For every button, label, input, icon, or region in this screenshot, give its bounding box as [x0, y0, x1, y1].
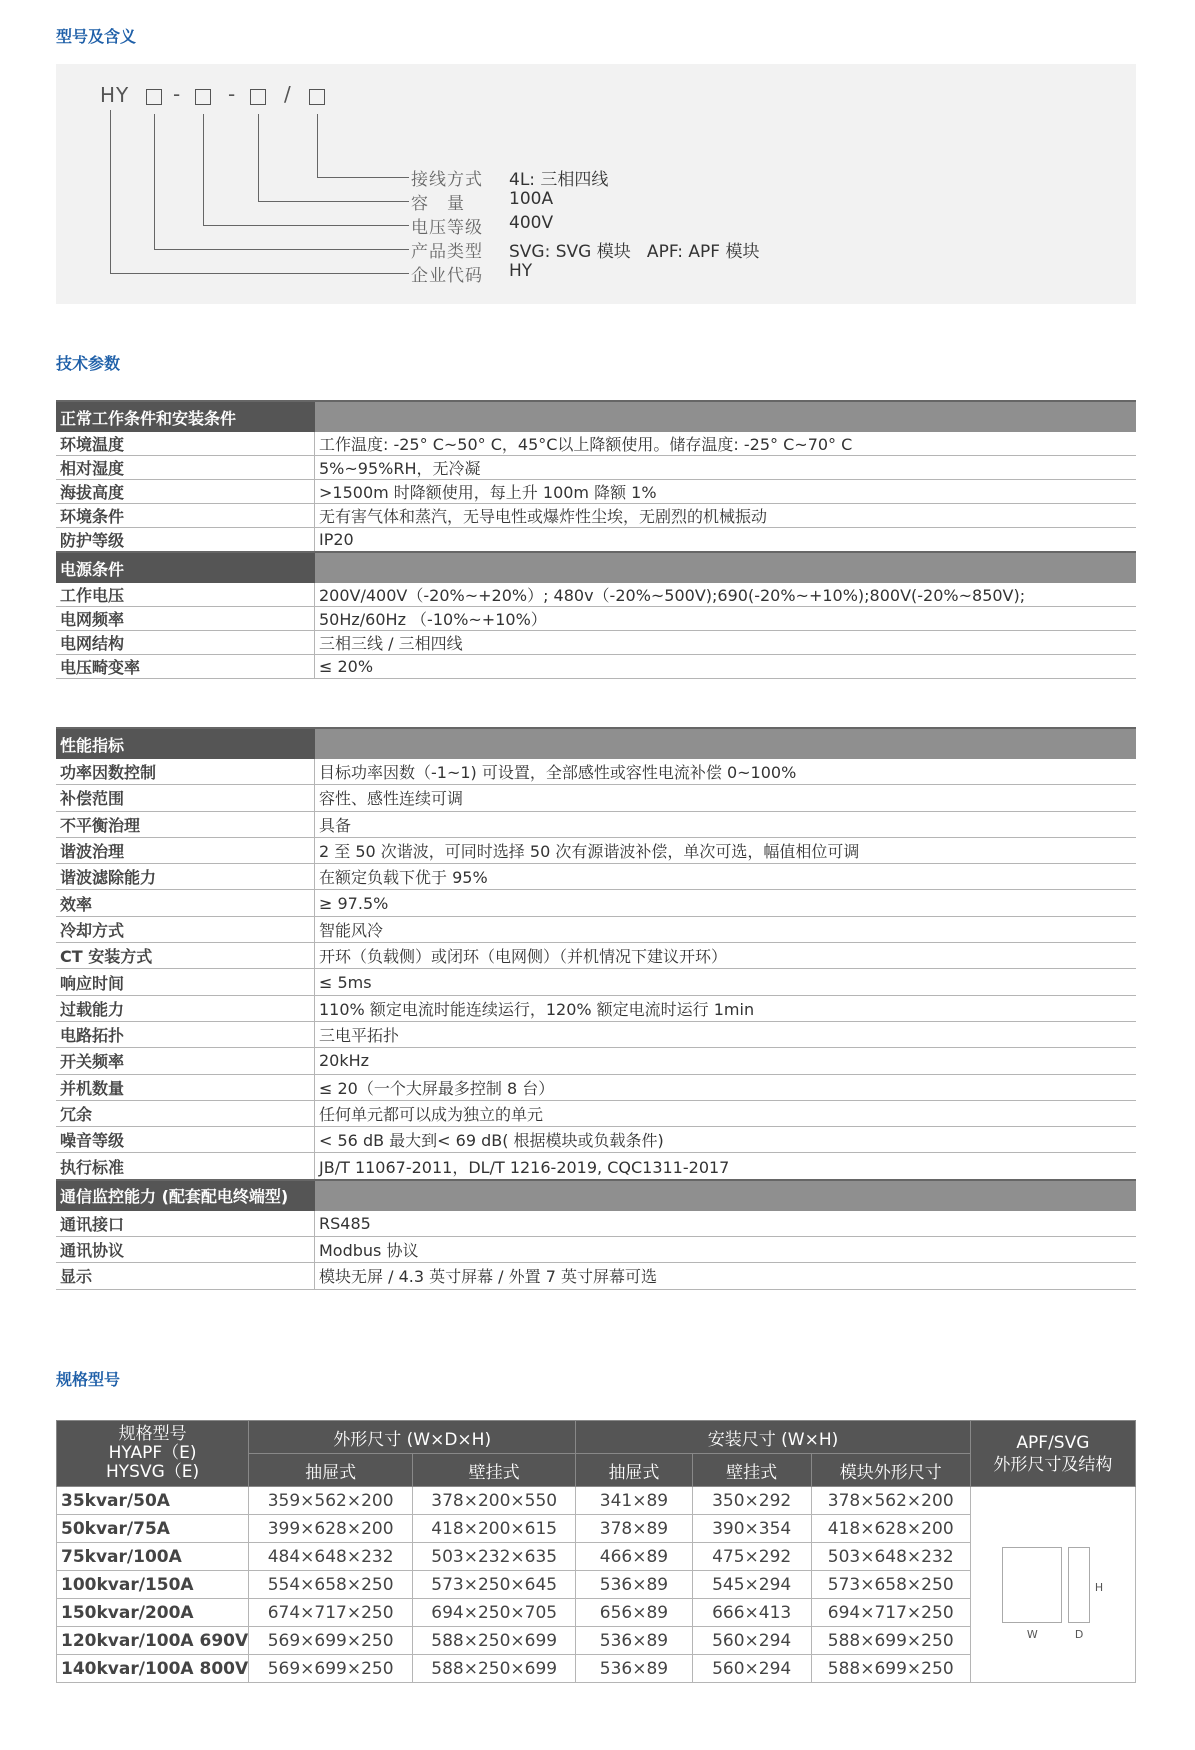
param-value: JB/T 11067-2011，DL/T 1216-2019, CQC1311-2017: [315, 1153, 1137, 1180]
spec-cell-model: 150kvar/200A: [57, 1599, 249, 1627]
spec-table: [56, 1420, 1136, 1683]
param-key: 执行标准: [56, 1153, 315, 1180]
connector-line: [154, 249, 409, 250]
table-row: [56, 1021, 1136, 1047]
spec-cell: 588×699×250: [811, 1627, 970, 1655]
table-row: [56, 969, 1136, 995]
spec-cell-model: 120kvar/100A 690V: [57, 1627, 249, 1655]
group-title: 正常工作条件和安装条件: [56, 401, 315, 432]
param-key: 海拔高度: [56, 480, 315, 504]
table-row: [56, 583, 1136, 607]
param-value: IP20: [315, 528, 1137, 553]
spec-cell: 341×89: [576, 1487, 692, 1515]
connector-line: [258, 201, 409, 202]
spec-header-model: [57, 1421, 249, 1487]
param-value: 智能风冷: [315, 916, 1137, 942]
param-key: 电网结构: [56, 631, 315, 655]
param-value: ≤ 5ms: [315, 969, 1137, 995]
model-section-title: 型号及含义: [56, 27, 137, 46]
table-row: [56, 631, 1136, 655]
param-value: 20kHz: [315, 1048, 1137, 1074]
table-row: [56, 480, 1136, 504]
spec-subheader: 抽屉式: [576, 1454, 692, 1487]
spec-cell: 399×628×200: [249, 1515, 413, 1543]
param-key: 开关频率: [56, 1048, 315, 1074]
table-row: [56, 916, 1136, 942]
param-key: 环境条件: [56, 504, 315, 528]
connector-line: [110, 273, 409, 274]
table-row: [56, 1100, 1136, 1126]
spec-header-struct-line: 外形尺寸及结构: [993, 1454, 1113, 1475]
model-meaning-box: [56, 64, 1136, 304]
param-value: ≤ 20%: [315, 655, 1137, 679]
model-label-capacity: 容 量: [411, 194, 465, 214]
spec-cell: 545×294: [692, 1571, 811, 1599]
model-value-wiring: 4L: 三相四线: [509, 170, 609, 190]
spec-cell: 588×699×250: [811, 1655, 970, 1683]
spec-cell: 554×658×250: [249, 1571, 413, 1599]
param-key: 显示: [56, 1263, 315, 1289]
model-sep-2: -: [228, 82, 236, 106]
spec-cell: 378×89: [576, 1515, 692, 1543]
table-group-header: [56, 552, 1136, 583]
spec-cell: 418×200×615: [413, 1515, 576, 1543]
env-power-table: [56, 400, 1136, 679]
spec-cell: 359×562×200: [249, 1487, 413, 1515]
model-value-type: SVG: SVG 模块 APF: APF 模块: [509, 242, 760, 262]
spec-cell: 536×89: [576, 1627, 692, 1655]
tech-section-title: 技术参数: [56, 354, 121, 373]
spec-cell-model: 50kvar/75A: [57, 1515, 249, 1543]
param-key: 噪音等级: [56, 1127, 315, 1153]
param-value: 无有害气体和蒸汽，无导电性或爆炸性尘埃，无剧烈的机械振动: [315, 504, 1137, 528]
spec-cell: 503×648×232: [811, 1543, 970, 1571]
spec-cell: 694×250×705: [413, 1599, 576, 1627]
spec-cell: 674×717×250: [249, 1599, 413, 1627]
dim-front-rect: [1002, 1547, 1062, 1623]
spec-cell: 569×699×250: [249, 1627, 413, 1655]
spec-header-model-line: HYAPF（E): [108, 1443, 197, 1463]
param-value: Modbus 协议: [315, 1237, 1137, 1263]
placeholder-box-3: [250, 89, 266, 105]
model-sep-3: /: [284, 82, 291, 106]
spec-cell: 656×89: [576, 1599, 692, 1627]
table-row: [56, 890, 1136, 916]
spec-cell-model: 100kvar/150A: [57, 1571, 249, 1599]
table-row: [56, 811, 1136, 837]
spec-header-model-line: 规格型号: [118, 1424, 187, 1444]
spec-cell: 573×250×645: [413, 1571, 576, 1599]
param-value: RS485: [315, 1211, 1137, 1237]
model-value-capacity: 100A: [509, 189, 554, 209]
spec-subheader: 壁挂式: [413, 1454, 576, 1487]
spec-cell: 560×294: [692, 1627, 811, 1655]
spec-header-struct: [970, 1421, 1135, 1487]
param-key: 补偿范围: [56, 785, 315, 811]
model-value-company: HY: [509, 261, 533, 281]
param-key: 响应时间: [56, 969, 315, 995]
param-value: 容性、感性连续可调: [315, 785, 1137, 811]
dim-label-d: D: [1074, 1628, 1084, 1641]
table-row: [56, 785, 1136, 811]
table-group-header: [56, 401, 1136, 432]
connector-line: [203, 114, 204, 226]
connector-line: [258, 114, 259, 202]
spec-cell: 694×717×250: [811, 1599, 970, 1627]
param-value: 三相三线 / 三相四线: [315, 631, 1137, 655]
param-key: 通讯接口: [56, 1211, 315, 1237]
table-row: [56, 1074, 1136, 1100]
param-key: 相对湿度: [56, 456, 315, 480]
spec-cell-model: 140kvar/100A 800V: [57, 1655, 249, 1683]
spec-subheader: 模块外形尺寸: [811, 1454, 970, 1487]
param-value: 110% 额定电流时能连续运行，120% 额定电流时运行 1min: [315, 995, 1137, 1021]
param-key: 工作电压: [56, 583, 315, 607]
model-prefix: HY: [100, 83, 130, 107]
param-value: ≤ 20（一个大屏最多控制 8 台）: [315, 1074, 1137, 1100]
param-key: 不平衡治理: [56, 811, 315, 837]
param-value: < 56 dB 最大到< 69 dB( 根据模块或负载条件): [315, 1127, 1137, 1153]
spec-cell: 503×232×635: [413, 1543, 576, 1571]
table-row: [56, 1263, 1136, 1289]
spec-header-row: [57, 1421, 1136, 1454]
model-label-voltage: 电压等级: [411, 218, 483, 238]
spec-header-outer: 外形尺寸 (W×D×H): [249, 1421, 576, 1454]
param-key: 电网频率: [56, 607, 315, 631]
spec-cell: 569×699×250: [249, 1655, 413, 1683]
model-label-type: 产品类型: [411, 242, 483, 262]
table-row: [56, 655, 1136, 679]
table-row: [56, 995, 1136, 1021]
table-row: [56, 943, 1136, 969]
param-key: 电压畸变率: [56, 655, 315, 679]
spec-cell: 560×294: [692, 1655, 811, 1683]
param-value: 在额定负载下优于 95%: [315, 864, 1137, 890]
model-value-voltage: 400V: [509, 213, 554, 233]
table-row: [56, 528, 1136, 553]
param-value: 5%~95%RH，无冷凝: [315, 456, 1137, 480]
param-value: 目标功率因数（-1~1) 可设置，全部感性或容性电流补偿 0~100%: [315, 759, 1137, 785]
spec-cell: 475×292: [692, 1543, 811, 1571]
param-value: 开环（负载侧）或闭环（电网侧）（并机情况下建议开环）: [315, 943, 1137, 969]
connector-line: [203, 225, 409, 226]
param-value: 工作温度: -25° C~50° C，45°C以上降额使用。储存温度: -25° C~70° C: [315, 432, 1137, 456]
spec-cell: 588×250×699: [413, 1627, 576, 1655]
spec-cell: 666×413: [692, 1599, 811, 1627]
param-value: 任何单元都可以成为独立的单元: [315, 1100, 1137, 1126]
param-value: >1500m 时降额使用，每上升 100m 降额 1%: [315, 480, 1137, 504]
dimension-diagram: [970, 1487, 1135, 1683]
spec-cell-model: 35kvar/50A: [57, 1487, 249, 1515]
table-row: [56, 864, 1136, 890]
spec-subheader: 抽屉式: [249, 1454, 413, 1487]
table-row: [56, 607, 1136, 631]
group-title: 电源条件: [56, 552, 315, 583]
spec-subheader: 壁挂式: [692, 1454, 811, 1487]
spec-cell: 573×658×250: [811, 1571, 970, 1599]
table-group-header: [56, 1180, 1136, 1211]
param-key: 电路拓扑: [56, 1021, 315, 1047]
spec-cell: 536×89: [576, 1571, 692, 1599]
spec-cell: 466×89: [576, 1543, 692, 1571]
param-value: 200V/400V（-20%~+20%）; 480v（-20%~500V);690(-20%~+10%);800V(-20%~850V);: [315, 583, 1137, 607]
connector-line: [317, 177, 409, 178]
param-value: ≥ 97.5%: [315, 890, 1137, 916]
model-label-company: 企业代码: [411, 266, 483, 286]
table-row: [56, 1153, 1136, 1180]
spec-cell: 418×628×200: [811, 1515, 970, 1543]
param-key: 防护等级: [56, 528, 315, 553]
dim-side-rect: [1068, 1547, 1090, 1623]
placeholder-box-2: [195, 89, 211, 105]
param-value: 模块无屏 / 4.3 英寸屏幕 / 外置 7 英寸屏幕可选: [315, 1263, 1137, 1289]
table-row: [56, 1237, 1136, 1263]
performance-table: [56, 727, 1136, 1290]
param-key: 冗余: [56, 1100, 315, 1126]
param-key: CT 安装方式: [56, 943, 315, 969]
spec-cell-model: 75kvar/100A: [57, 1543, 249, 1571]
param-key: 谐波滤除能力: [56, 864, 315, 890]
param-key: 冷却方式: [56, 916, 315, 942]
spec-cell: 536×89: [576, 1655, 692, 1683]
spec-section-title: 规格型号: [56, 1370, 121, 1389]
spec-cell: 350×292: [692, 1487, 811, 1515]
spec-cell: 390×354: [692, 1515, 811, 1543]
dim-label-w: W: [1026, 1628, 1038, 1641]
table-row: [56, 1127, 1136, 1153]
table-group-header: [56, 728, 1136, 759]
group-title: 性能指标: [56, 728, 315, 759]
param-key: 并机数量: [56, 1074, 315, 1100]
table-row: [56, 456, 1136, 480]
table-row: [57, 1487, 1136, 1515]
table-row: [56, 759, 1136, 785]
spec-cell: 378×200×550: [413, 1487, 576, 1515]
connector-line: [154, 114, 155, 250]
dim-label-h: H: [1094, 1581, 1104, 1594]
table-row: [56, 837, 1136, 863]
connector-line: [110, 110, 111, 274]
param-value: 50Hz/60Hz （-10%~+10%）: [315, 607, 1137, 631]
table-row: [56, 1048, 1136, 1074]
model-sep-1: -: [173, 82, 181, 106]
param-key: 通讯协议: [56, 1237, 315, 1263]
spec-cell: 588×250×699: [413, 1655, 576, 1683]
param-key: 功率因数控制: [56, 759, 315, 785]
spec-cell: 378×562×200: [811, 1487, 970, 1515]
table-row: [56, 432, 1136, 456]
spec-cell: 484×648×232: [249, 1543, 413, 1571]
spec-header-model-line: HYSVG（E): [106, 1462, 200, 1482]
param-value: 2 至 50 次谐波，可同时选择 50 次有源谐波补偿，单次可选，幅值相位可调: [315, 837, 1137, 863]
param-key: 过载能力: [56, 995, 315, 1021]
placeholder-box-4: [309, 89, 325, 105]
group-title: 通信监控能力 (配套配电终端型): [56, 1180, 315, 1211]
placeholder-box-1: [146, 89, 162, 105]
connector-line: [317, 114, 318, 178]
model-label-wiring: 接线方式: [411, 170, 483, 190]
param-key: 谐波治理: [56, 837, 315, 863]
param-key: 环境温度: [56, 432, 315, 456]
param-value: 三电平拓扑: [315, 1021, 1137, 1047]
param-key: 效率: [56, 890, 315, 916]
param-value: 具备: [315, 811, 1137, 837]
spec-header-struct-line: APF/SVG: [1016, 1432, 1090, 1453]
table-row: [56, 1211, 1136, 1237]
spec-header-install: 安装尺寸 (W×H): [576, 1421, 971, 1454]
table-row: [56, 504, 1136, 528]
